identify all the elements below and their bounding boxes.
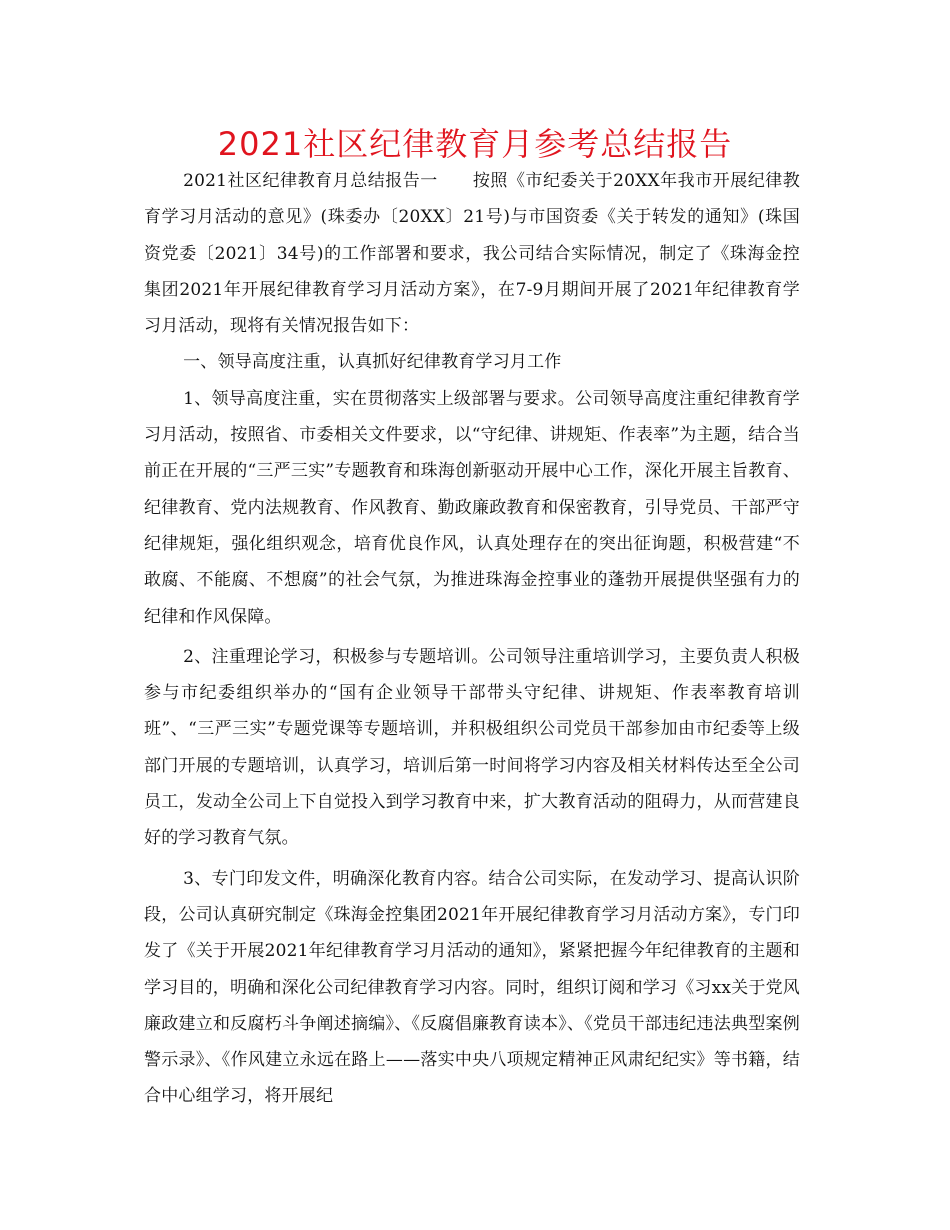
document-title: 2021社区纪律教育月参考总结报告 xyxy=(217,125,733,163)
paragraph-item-2: 2、注重理论学习，积极参与专题培训。公司领导注重培训学习，主要负责人积极参与市纪委组织举办的“国有企业领导干部带头守纪律、讲规矩、作表率教育培训班”、“三严三实”专题党课等专题培训，并积极组织公司党员干部参加由市纪委等上级部门开展的专题培训，认真学习，培训后第一时间将学习内容及相关材料传达至全公司员工，发动全公司上下自觉投入到学习教育中来，扩大教育活动的阻碍力，从而营建良好的学习教育气氛。 xyxy=(144,646,800,849)
section-heading-1: 一、领导高度注重，认真抓好纪律教育学习月工作 xyxy=(183,352,562,373)
paragraph-item-1: 1、领导高度注重，实在贯彻落实上级部署与要求。公司领导高度注重纪律教育学习月活动，按照省、市委相关文件要求，以“守纪律、讲规矩、作表率”为主题，结合当前正在开展的“三严三实”专题教育和珠海创新驱动开展中心工作，深化开展主旨教育、纪律教育、党内法规教育、作风教育、勤政廉政教育和保密教育，引导党员、干部严守纪律规矩，强化组织观念，培育优良作风，认真处理存在的突出征询题，积极营建“不敢腐、不能腐、不想腐”的社会气氛，为推进珠海金控事业的蓬勃开展提供坚强有力的纪律和作风保障。 xyxy=(144,388,800,627)
paragraph-item-3: 3、专门印发文件，明确深化教育内容。结合公司实际，在发动学习、提高认识阶段，公司认真研究制定《珠海金控集团2021年开展纪律教育学习月活动方案》，专门印发了《关于开展2021年纪律教育学习月活动的通知》，紧紧把握今年纪律教育的主题和学习目的，明确和深化公司纪律教育学习内容。同时，组织订阅和学习《习xx关于党风廉政建立和反腐朽斗争阐述摘编》、《反腐倡廉教育读本》、《党员干部违纪违法典型案例警示录》、《作风建立永远在路上——落实中央八项规定精神正风肃纪纪实》等书籍，结合中心组学习，将开展纪 xyxy=(144,868,800,1107)
paragraph-intro: 2021社区纪律教育月总结报告一 按照《市纪委关于20XX年我市开展纪律教育学习月活动的意见》(珠委办〔20XX〕21号)与市国资委《关于转发的通知》(珠国资党委〔2021〕34号)的工作部署和要求，我公司结合实际情况，制定了《珠海金控集团2021年开展纪律教育学习月活动方案》，在7-9月期间开展了2021年纪律教育学习月活动，现将有关情况报告如下： xyxy=(144,171,800,337)
document-body xyxy=(144,163,800,1115)
